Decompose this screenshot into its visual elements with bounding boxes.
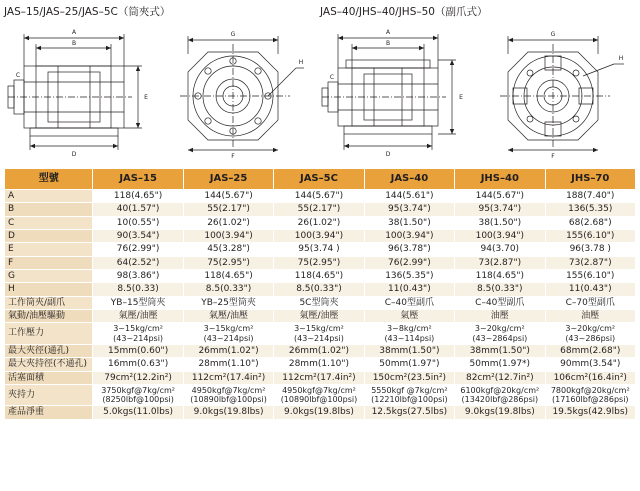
table-cell: 76(2.99"): [93, 243, 183, 256]
dim-label-b: B: [385, 40, 391, 47]
dim-label-d: D: [385, 151, 391, 158]
row-label: C: [5, 216, 93, 229]
row-label: E: [5, 243, 93, 256]
table-cell: 10(0.55"): [93, 216, 183, 229]
table-cell: 8.5(0.33"): [455, 283, 545, 296]
dim-label-e: E: [459, 94, 463, 101]
table-cell: 75(2.95"): [183, 256, 273, 269]
table-cell: 118(4.65"): [274, 270, 364, 283]
table-cell: 5550kgf @7kg/cm² (12210lbf@100psi): [364, 384, 454, 405]
diagram-area: [0, 0, 640, 165]
row-label: D: [5, 230, 93, 243]
table-cell: 144(5.67"): [274, 190, 364, 203]
table-cell: 55(2.17"): [274, 203, 364, 216]
table-cell: 106cm²(16.4in²): [545, 371, 635, 384]
header-model: 型號: [5, 169, 93, 190]
table-cell: 26(1.02"): [183, 216, 273, 229]
table-cell: 155(6.10"): [545, 270, 635, 283]
table-row: [5, 296, 636, 309]
table-cell: 12.5kgs(27.5lbs): [364, 406, 454, 419]
left-diagram-title: JAS–15/JAS–25/JAS–5C（筒夾式）: [4, 6, 171, 18]
right-front-view-drawing: [488, 24, 636, 160]
table-cell: 73(2.87"): [545, 256, 635, 269]
table-cell: 5.0kgs(11.0lbs): [93, 406, 183, 419]
table-cell: 188(7.40"): [545, 190, 635, 203]
table-cell: YB–25型筒夾: [183, 296, 273, 309]
table-cell: 150cm²(23.5in²): [364, 371, 454, 384]
table-row: [5, 270, 636, 283]
table-cell: 144(5.61"): [364, 190, 454, 203]
table-row: [5, 203, 636, 216]
table-cell: 3~20kg/cm² (43~286psi): [545, 323, 635, 344]
header-jhs-70: JHS–70: [545, 169, 635, 190]
table-cell: 19.5kgs(42.9lbs): [545, 406, 635, 419]
table-cell: C–40型副爪: [455, 296, 545, 309]
table-cell: 50mm(1.97*): [455, 358, 545, 371]
header-jhs-40: JHS–40: [455, 169, 545, 190]
table-cell: 96(3.78 ): [545, 243, 635, 256]
header-jas-15: JAS–15: [93, 169, 183, 190]
table-cell: 氣壓/油壓: [93, 310, 183, 323]
row-label: 工作壓力: [5, 323, 93, 344]
row-label: A: [5, 190, 93, 203]
table-cell: 40(1.57"): [93, 203, 183, 216]
table-cell: 95(3.74"): [455, 203, 545, 216]
table-cell: 26(1.02"): [274, 216, 364, 229]
row-label: F: [5, 256, 93, 269]
table-row: [5, 310, 636, 323]
dim-label-e: E: [144, 94, 148, 101]
dim-label-f: F: [231, 153, 235, 160]
table-cell: 26mm(1.02"): [183, 344, 273, 357]
table-cell: 100(3.94"): [274, 230, 364, 243]
table-cell: 3~8kg/cm² (43~114psi): [364, 323, 454, 344]
dim-label-h: H: [298, 59, 304, 66]
header-jas-25: JAS–25: [183, 169, 273, 190]
row-label: H: [5, 283, 93, 296]
table-cell: 50mm(1.97"): [364, 358, 454, 371]
dim-label-g: G: [230, 31, 236, 38]
row-label: 夾持力: [5, 384, 93, 405]
table-cell: 9.0kgs(19.8lbs): [183, 406, 273, 419]
table-cell: 16mm(0.63"): [93, 358, 183, 371]
row-label: B: [5, 203, 93, 216]
table-body: [5, 190, 636, 420]
table-cell: 73(2.87"): [455, 256, 545, 269]
table-cell: 8.5(0.33"): [183, 283, 273, 296]
row-label: 最大夾持徑(不通孔): [5, 358, 93, 371]
table-cell: 5C型筒夾: [274, 296, 364, 309]
table-row: [5, 283, 636, 296]
row-label: 工作筒夾/副爪: [5, 296, 93, 309]
dim-label-a: A: [385, 29, 391, 36]
table-cell: 3~15kg/cm² (43~214psi): [274, 323, 364, 344]
table-cell: 94(3.70): [455, 243, 545, 256]
header-jas-5c: JAS–5C: [274, 169, 364, 190]
table-cell: 38mm(1.50"): [364, 344, 454, 357]
table-cell: 3750kgf@7kg/cm² (8250lbf@100psi): [93, 384, 183, 405]
table-cell: 90mm(3.54"): [545, 358, 635, 371]
table-cell: 95(3.74"): [364, 203, 454, 216]
table-cell: 118(4.65"): [93, 190, 183, 203]
table-cell: 3~15kg/cm² (43~214psi): [93, 323, 183, 344]
table-cell: 4950kgf@7kg/cm² (10890lbf@100psi): [183, 384, 273, 405]
table-cell: 55(2.17"): [183, 203, 273, 216]
table-cell: 氣壓: [364, 310, 454, 323]
table-cell: 82cm²(12.7in²): [455, 371, 545, 384]
table-cell: 96(3.78"): [364, 243, 454, 256]
row-label: G: [5, 270, 93, 283]
table-cell: 8.5(0.33"): [274, 283, 364, 296]
table-cell: 68(2.68"): [545, 216, 635, 229]
table-cell: 100(3.94"): [455, 230, 545, 243]
table-row: [5, 358, 636, 371]
table-cell: 氣壓/油壓: [274, 310, 364, 323]
table-row: [5, 344, 636, 357]
table-cell: 3~20kg/cm² (43~2864psi): [455, 323, 545, 344]
table-cell: 9.0kgs(19.8lbs): [455, 406, 545, 419]
table-cell: 95(3.74 ): [274, 243, 364, 256]
table-cell: 76(2.99"): [364, 256, 454, 269]
table-cell: 144(5.67"): [183, 190, 273, 203]
dim-label-b: B: [71, 40, 77, 47]
table-cell: 118(4.65"): [183, 270, 273, 283]
table-cell: 6100kgf@20kg/cm² (13420lbf@286psi): [455, 384, 545, 405]
dim-label-g: G: [550, 31, 556, 38]
table-cell: 油壓: [545, 310, 635, 323]
row-label: 氣動/油壓驅動: [5, 310, 93, 323]
spec-table: [4, 168, 636, 420]
table-cell: YB–15型筒夾: [93, 296, 183, 309]
table-row: [5, 190, 636, 203]
table-cell: 3~15kg/cm² (43~214psi): [183, 323, 273, 344]
table-cell: 11(0.43"): [364, 283, 454, 296]
row-label: 活塞面積: [5, 371, 93, 384]
table-cell: 136(5.35): [545, 203, 635, 216]
dim-label-d: D: [71, 151, 77, 158]
table-cell: 112cm²(17.4in²): [274, 371, 364, 384]
table-cell: 38mm(1.50"): [455, 344, 545, 357]
table-cell: C–40型副爪: [364, 296, 454, 309]
table-row: [5, 323, 636, 344]
left-front-view-drawing: [168, 24, 308, 160]
table-row: [5, 216, 636, 229]
table-cell: 4950kgf@7kg/cm² (10890lbf@100psi): [274, 384, 364, 405]
table-cell: 98(3.86"): [93, 270, 183, 283]
left-side-view-drawing: [6, 24, 156, 160]
dim-label-a: A: [71, 29, 77, 36]
table-cell: 38(1.50"): [455, 216, 545, 229]
row-label: 最大夾徑(通孔): [5, 344, 93, 357]
table-cell: 7800kgf@20kg/cm² (17160lbf@286psi): [545, 384, 635, 405]
table-cell: 氣壓/油壓: [183, 310, 273, 323]
table-cell: 38(1.50"): [364, 216, 454, 229]
table-row: [5, 384, 636, 405]
table-cell: 26mm(1.02"): [274, 344, 364, 357]
header-jas-40: JAS–40: [364, 169, 454, 190]
table-cell: 100(3.94"): [183, 230, 273, 243]
table-header-row: [5, 169, 636, 190]
table-cell: 100(3.94"): [364, 230, 454, 243]
table-cell: 118(4.65"): [455, 270, 545, 283]
table-cell: 油壓: [455, 310, 545, 323]
table-cell: 11(0.43"): [545, 283, 635, 296]
right-diagram-title: JAS–40/JHS–40/JHS–50（副爪式）: [320, 6, 488, 18]
table-cell: 9.0kgs(19.8lbs): [274, 406, 364, 419]
dim-label-h: H: [618, 55, 624, 62]
table-cell: 75(2.95"): [274, 256, 364, 269]
table-row: [5, 256, 636, 269]
table-cell: 144(5.67"): [455, 190, 545, 203]
table-cell: 90(3.54"): [93, 230, 183, 243]
table-cell: 68mm(2.68"): [545, 344, 635, 357]
table-cell: 8.5(0.33): [93, 283, 183, 296]
table-cell: 112cm²(17.4in²): [183, 371, 273, 384]
table-cell: 45(3.28"): [183, 243, 273, 256]
dim-label-f: F: [551, 153, 555, 160]
table-cell: C–70型副爪: [545, 296, 635, 309]
table-row: [5, 243, 636, 256]
dim-label-c: C: [329, 74, 335, 81]
table-cell: 79cm²(12.2in²): [93, 371, 183, 384]
dim-label-c: C: [15, 72, 21, 79]
row-label: 產品淨重: [5, 406, 93, 419]
table-cell: 64(2.52"): [93, 256, 183, 269]
table-row: [5, 230, 636, 243]
table-row: [5, 406, 636, 419]
table-cell: 28mm(1.10"): [183, 358, 273, 371]
table-cell: 15mm(0.60"): [93, 344, 183, 357]
right-side-view-drawing: [320, 24, 470, 160]
table-cell: 28mm(1.10"): [274, 358, 364, 371]
table-cell: 155(6.10"): [545, 230, 635, 243]
table-cell: 136(5.35"): [364, 270, 454, 283]
spec-table-wrap: [4, 168, 636, 420]
table-row: [5, 371, 636, 384]
